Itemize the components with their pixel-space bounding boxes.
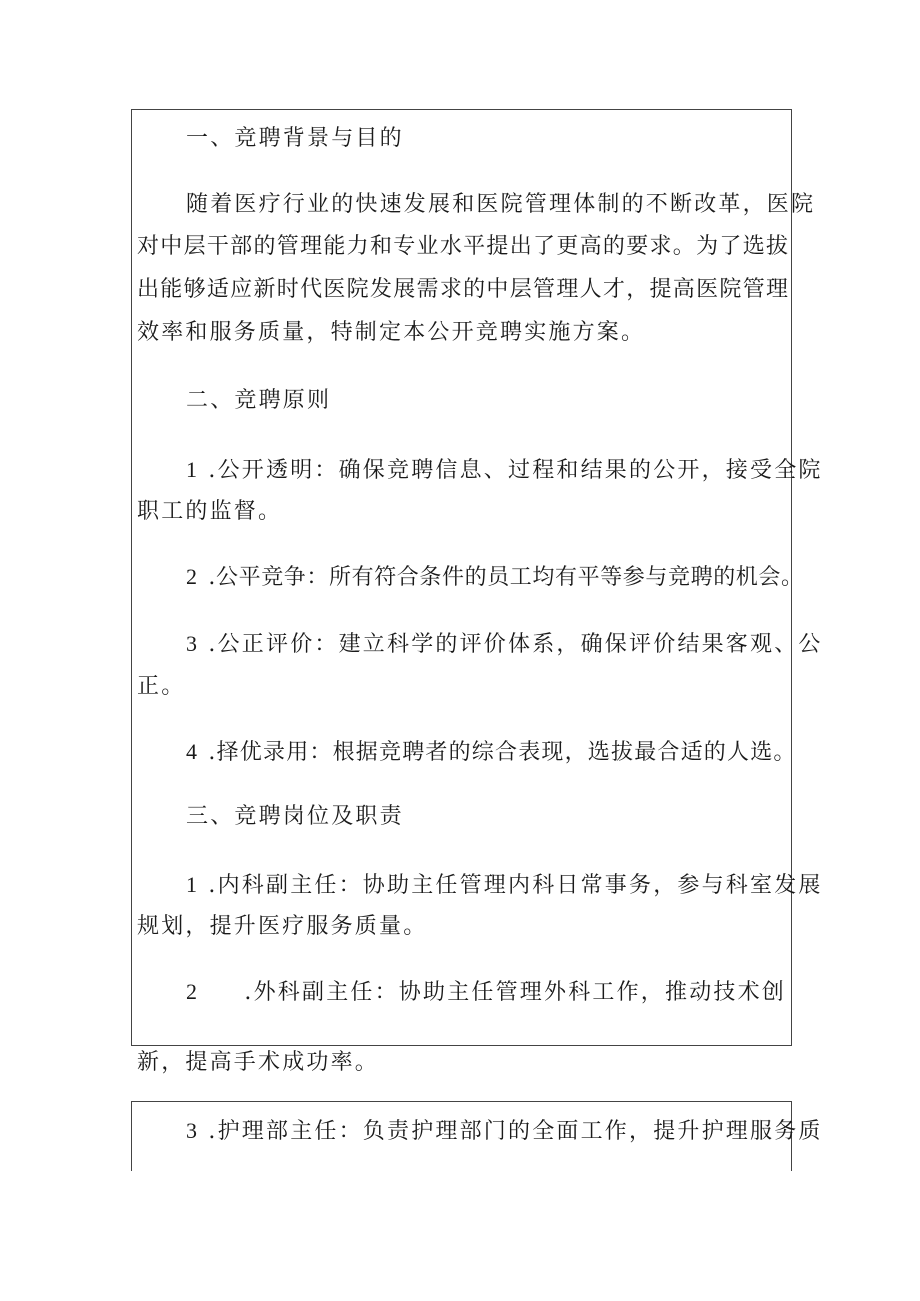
- item-number: 2: [186, 564, 200, 589]
- item-number: 3: [186, 631, 200, 656]
- paragraph-line: 新，提高手术成功率。: [137, 1050, 380, 1075]
- item-text: .内科副主任：协助主任管理内科日常事务，参与科室发展: [208, 873, 823, 898]
- paragraph-line: 对中层干部的管理能力和专业水平提出了更高的要求。为了选拔: [137, 234, 788, 259]
- list-item: [186, 870, 823, 901]
- item-text: .公开透明：确保竞聘信息、过程和结果的公开，接受全院: [208, 458, 823, 483]
- paragraph-line: 规划，提升医疗服务质量。: [137, 914, 428, 939]
- list-item: [186, 1116, 823, 1147]
- item-number: 2: [186, 979, 200, 1004]
- section-heading: 二、竞聘原则: [186, 388, 332, 413]
- paragraph-line: 随着医疗行业的快速发展和医院管理体制的不断改革，医院: [186, 192, 816, 217]
- item-number: 4: [186, 739, 200, 764]
- section-heading: 一、竞聘背景与目的: [186, 126, 404, 151]
- item-text: .公平竞争：所有符合条件的员工均有平等参与竞聘的机会。: [208, 565, 804, 590]
- paragraph-line: 效率和服务质量，特制定本公开竞聘实施方案。: [137, 320, 646, 345]
- list-item: [186, 977, 786, 1008]
- item-number: 1: [186, 457, 200, 482]
- item-text: .公正评价：建立科学的评价体系，确保评价结果客观、公: [208, 632, 823, 657]
- item-text: .择优录用：根据竞聘者的综合表现，选拔最合适的人选。: [208, 740, 797, 765]
- paragraph-line: 出能够适应新时代医院发展需求的中层管理人才，提高医院管理: [137, 277, 788, 302]
- item-text: .护理部主任：负责护理部门的全面工作，提升护理服务质: [208, 1119, 823, 1144]
- item-number: 3: [186, 1118, 200, 1143]
- list-item: [186, 629, 823, 660]
- paragraph-line: 正。: [137, 674, 186, 699]
- paragraph-line: 职工的监督。: [137, 499, 283, 524]
- item-text: .外科副主任：协助主任管理外科工作，推动技术创: [244, 980, 787, 1005]
- list-item: [186, 562, 804, 593]
- list-item: [186, 455, 823, 486]
- list-item: [186, 737, 797, 768]
- item-number: 1: [186, 872, 200, 897]
- section-heading: 三、竞聘岗位及职责: [186, 804, 404, 829]
